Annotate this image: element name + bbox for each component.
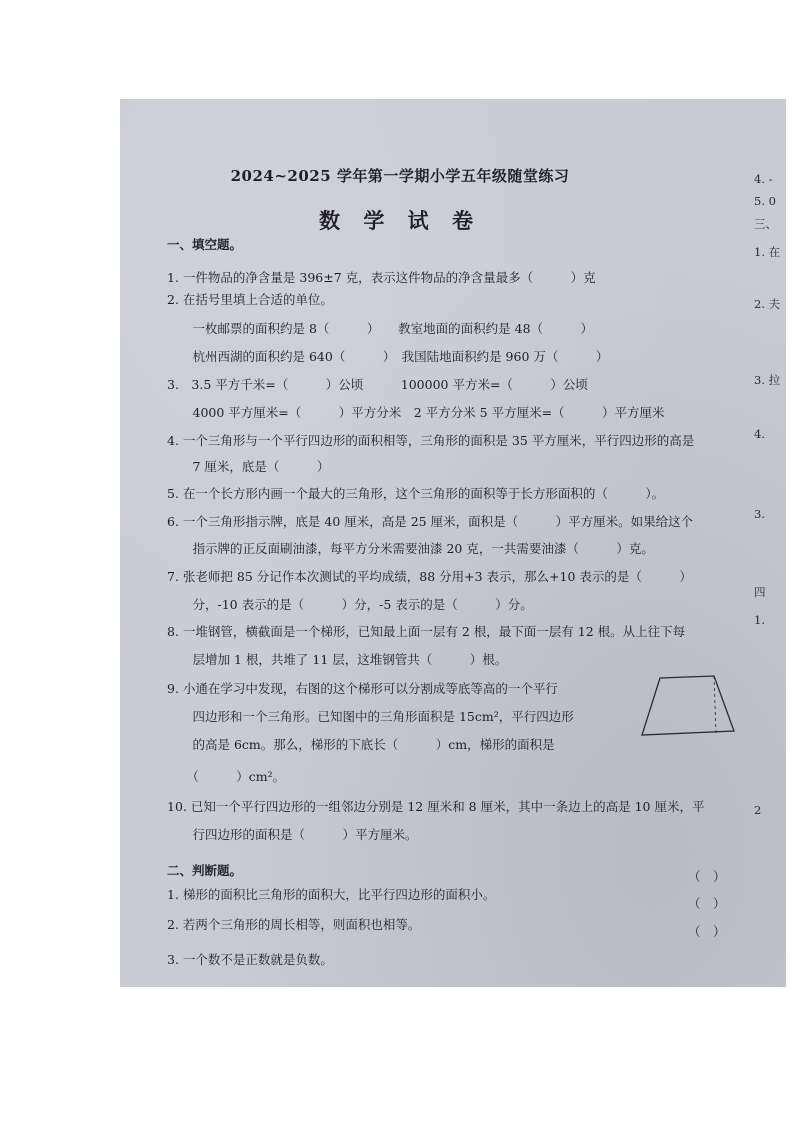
edge-text: 2 (754, 803, 762, 817)
edge-text: 4. (754, 427, 765, 441)
judge-item: 1. 梯形的面积比三角形的面积大，比平行四边形的面积小。 (167, 887, 496, 902)
exam-sheet (120, 99, 786, 987)
edge-text: 四 (754, 585, 766, 599)
question-line: 4000 平方厘米=（ ）平方分米 2 平方分米 5 平方厘米=（ ）平方厘米 (180, 405, 665, 420)
trapezoid-figure (638, 673, 738, 739)
exam-title: 2024~2025 学年第一学期小学五年级随堂练习 (230, 167, 570, 185)
edge-text: 4. - (754, 172, 773, 186)
answer-bracket[interactable]: （ ） (688, 896, 726, 911)
edge-text: 2. 夫 (754, 297, 781, 311)
question-line: 一枚邮票的面积约是 8（ ） 教室地面的面积约是 48（ ） (180, 321, 594, 336)
question-line: 2. 在括号里填上合适的单位。 (167, 292, 333, 307)
question-line: 4. 一个三角形与一个平行四边形的面积相等，三角形的面积是 35 平方厘米，平行四边形的高是 (167, 433, 695, 448)
edge-text: 5. 0 (754, 194, 776, 208)
question-line: （ ）cm²。 (180, 769, 286, 784)
question-line: 杭州西湖的面积约是 640（ ） 我国陆地面积约是 960 万（ ） (180, 349, 609, 364)
answer-bracket[interactable]: （ ） (688, 869, 726, 884)
question-line: 层增加 1 根，共堆了 11 层，这堆钢管共（ ）根。 (180, 652, 508, 667)
section-heading-fill: 一、填空题。 (167, 237, 243, 252)
question-line: 分，-10 表示的是（ ）分，-5 表示的是（ ）分。 (180, 597, 533, 612)
edge-text: 3. 拉 (754, 373, 781, 387)
section-heading-judge: 二、判断题。 (167, 863, 243, 878)
question-line: 5. 在一个长方形内画一个最大的三角形，这个三角形的面积等于长方形面积的（ ）。 (167, 486, 665, 501)
question-line: 的高是 6cm。那么，梯形的下底长（ ）cm，梯形的面积是 (180, 737, 555, 752)
judge-item: 2. 若两个三角形的周长相等，则面积也相等。 (167, 917, 421, 932)
question-line: 8. 一堆钢管，横截面是一个梯形，已知最上面一层有 2 根，最下面一层有 12 根。从上往下每 (167, 624, 686, 639)
question-line: 四边形和一个三角形。已知图中的三角形面积是 15cm²，平行四边形 (180, 709, 574, 724)
question-line: 行四边形的面积是（ ）平方厘米。 (180, 827, 418, 842)
question-line: 7. 张老师把 85 分记作本次测试的平均成绩，88 分用+3 表示，那么+10 表示的是（ ） (167, 569, 692, 584)
question-line: 3. 3.5 平方千米=（ ）公顷 100000 平方米=（ ）公顷 (167, 377, 588, 392)
exam-subject: 数 学 试 卷 (319, 208, 481, 233)
question-line: 6. 一个三角形指示牌，底是 40 厘米，高是 25 厘米，面积是（ ）平方厘米。如果给这个 (167, 514, 694, 529)
question-line: 指示牌的正反面刷油漆，每平方分米需要油漆 20 克，一共需要油漆（ ）克。 (180, 541, 654, 556)
question-line: 10. 已知一个平行四边形的一组邻边分别是 12 厘米和 8 厘米，其中一条边上的高是 10 厘米，平 (167, 799, 705, 814)
question-line: 1. 一件物品的净含量是 396±7 克，表示这件物品的净含量最多（ ）克 (167, 270, 596, 285)
judge-item: 3. 一个数不是正数就是负数。 (167, 952, 333, 967)
edge-text: 3. (754, 507, 765, 521)
question-line: 7 厘米，底是（ ） (180, 459, 330, 474)
answer-bracket[interactable]: （ ） (688, 924, 726, 939)
edge-text: 1. 在 (754, 245, 781, 259)
edge-text: 三、 (754, 217, 777, 231)
question-line: 9. 小通在学习中发现，右图的这个梯形可以分割成等底等高的一个平行 (167, 681, 558, 696)
edge-text: 1. (754, 613, 765, 627)
